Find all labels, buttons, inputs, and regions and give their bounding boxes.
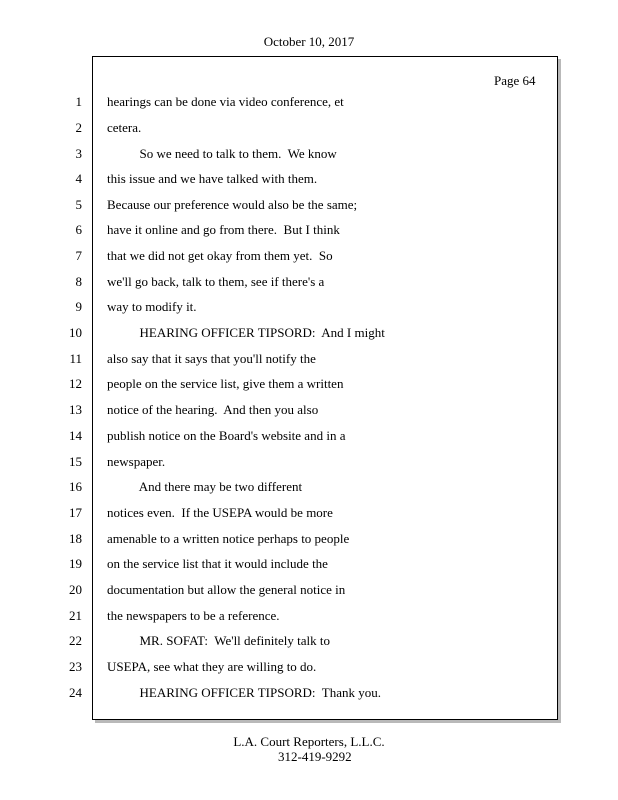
page-number: Page 64 bbox=[494, 73, 536, 88]
line-number: 24 bbox=[69, 685, 82, 700]
header-date: October 10, 2017 bbox=[263, 34, 355, 49]
line-number: 9 bbox=[75, 299, 82, 314]
line-text: way to modify it. bbox=[107, 299, 197, 314]
line-number: 21 bbox=[69, 608, 82, 623]
line-number: 11 bbox=[69, 351, 82, 366]
line-text: that we did not get okay from them yet. So bbox=[107, 248, 333, 263]
line-text: amenable to a written notice perhaps to people bbox=[107, 531, 350, 546]
line-number: 22 bbox=[69, 633, 82, 648]
line-text: Because our preference would also be the same; bbox=[107, 197, 358, 212]
line-number: 5 bbox=[75, 197, 82, 212]
line-number: 10 bbox=[69, 325, 82, 340]
line-number: 19 bbox=[69, 556, 82, 571]
line-text: people on the service list, give them a written bbox=[107, 376, 344, 391]
line-number: 3 bbox=[75, 146, 82, 161]
line-number: 14 bbox=[69, 428, 82, 443]
line-text: USEPA, see what they are willing to do. bbox=[107, 659, 317, 674]
line-number: 18 bbox=[69, 531, 82, 546]
line-number: 15 bbox=[69, 454, 82, 469]
line-text: notices even. If the USEPA would be more bbox=[107, 505, 333, 520]
line-number: 20 bbox=[69, 582, 82, 597]
line-text: newspaper. bbox=[107, 454, 166, 469]
line-number: 6 bbox=[75, 222, 82, 237]
line-text: HEARING OFFICER TIPSORD: And I might bbox=[107, 325, 385, 340]
line-number: 4 bbox=[75, 171, 82, 186]
line-text: the newspapers to be a reference. bbox=[107, 608, 280, 623]
footer-company: L.A. Court Reporters, L.L.C. bbox=[233, 734, 385, 749]
line-text: notice of the hearing. And then you also bbox=[107, 402, 319, 417]
line-number: 13 bbox=[69, 402, 82, 417]
line-number: 23 bbox=[69, 659, 82, 674]
line-text: cetera. bbox=[107, 120, 142, 135]
line-text: have it online and go from there. But I think bbox=[107, 222, 340, 237]
line-text: So we need to talk to them. We know bbox=[107, 146, 337, 161]
line-number: 2 bbox=[75, 120, 82, 135]
line-text: also say that it says that you'll notify the bbox=[107, 351, 316, 366]
line-number: 12 bbox=[69, 376, 82, 391]
line-text: And there may be two different bbox=[107, 479, 303, 494]
line-number: 8 bbox=[75, 274, 82, 289]
line-text: HEARING OFFICER TIPSORD: Thank you. bbox=[107, 685, 381, 700]
line-number: 16 bbox=[69, 479, 82, 494]
line-text: this issue and we have talked with them. bbox=[107, 171, 318, 186]
line-text: we'll go back, talk to them, see if there's a bbox=[107, 274, 325, 289]
line-text: on the service list that it would include the bbox=[107, 556, 328, 571]
footer-phone: 312-419-9292 bbox=[278, 749, 352, 764]
line-number: 1 bbox=[75, 94, 82, 109]
line-text: documentation but allow the general notice in bbox=[107, 582, 346, 597]
line-text: MR. SOFAT: We'll definitely talk to bbox=[107, 633, 330, 648]
line-number: 7 bbox=[75, 248, 82, 263]
line-number: 17 bbox=[69, 505, 82, 520]
line-text: hearings can be done via video conference, et bbox=[107, 94, 344, 109]
line-text: publish notice on the Board's website and in a bbox=[107, 428, 346, 443]
